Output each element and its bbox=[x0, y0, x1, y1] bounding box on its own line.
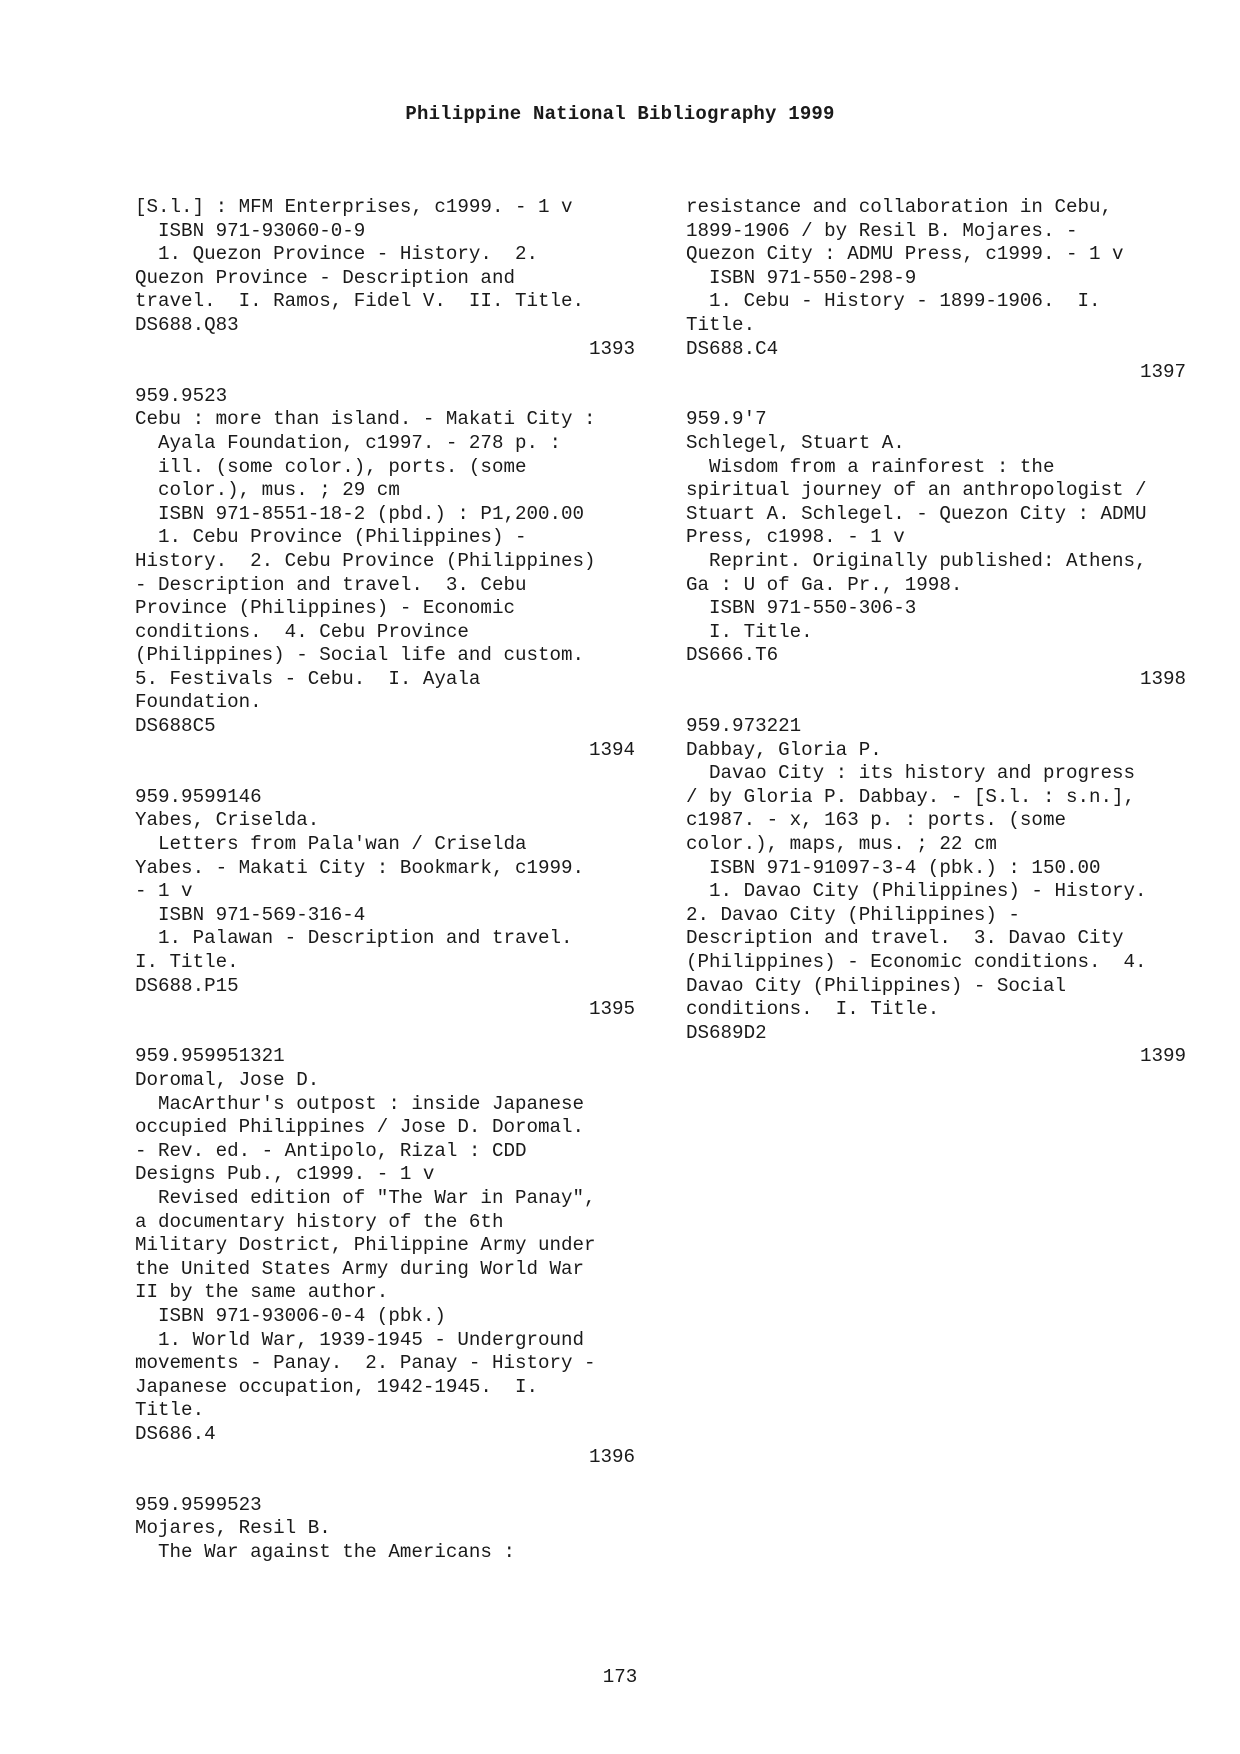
page-number: 173 bbox=[602, 1666, 638, 1688]
entry-line: / by Gloria P. Dabbay. - [S.l. : s.n.], bbox=[686, 785, 1136, 808]
entry-line: DS688.P15 bbox=[135, 974, 239, 997]
entry-line: Stuart A. Schlegel. - Quezon City : ADMU bbox=[686, 502, 1147, 525]
entry-line: conditions. 4. Cebu Province bbox=[135, 620, 469, 643]
entry-line: I. Title. bbox=[135, 951, 239, 973]
bibliography-entry bbox=[135, 1045, 635, 1470]
entry-line: (Philippines) - Economic conditions. 4. bbox=[686, 951, 1147, 973]
entry-line: 959.9'7 bbox=[686, 408, 767, 431]
entry-line: 2. Davao City (Philippines) - bbox=[686, 903, 1020, 926]
entry-line: Ga : U of Ga. Pr., 1998. bbox=[686, 573, 963, 596]
entry-line: Military Dostrict, Philippine Army under bbox=[135, 1234, 596, 1257]
entry-line: occupied Philippines / Jose D. Doromal. bbox=[135, 1116, 585, 1139]
entry-line: ISBN 971-550-298-9 bbox=[686, 266, 917, 289]
entry-line: 1. Cebu Province (Philippines) - bbox=[135, 526, 527, 549]
entry-line: 959.973221 bbox=[686, 715, 802, 738]
entry-line: Quezon City : ADMU Press, c1999. - 1 v bbox=[686, 243, 1124, 266]
entry-line: Davao City : its history and progress bbox=[686, 762, 1136, 785]
entry-line: conditions. I. Title. bbox=[686, 998, 940, 1021]
bibliography-entry bbox=[135, 786, 635, 1022]
entry-line: History. 2. Cebu Province (Philippines) bbox=[135, 549, 596, 572]
entry-line: 959.9599146 bbox=[135, 785, 262, 808]
entry-number: 1394 bbox=[588, 738, 635, 761]
bibliography-entry bbox=[135, 196, 635, 361]
entry-line: - Description and travel. 3. Cebu bbox=[135, 573, 527, 596]
entry-line: Quezon Province - Description and bbox=[135, 266, 515, 289]
entry-spacer bbox=[686, 385, 1186, 409]
entry-line: I. Title. bbox=[686, 620, 813, 643]
entry-line: Cebu : more than island. - Makati City : bbox=[135, 408, 596, 431]
entry-line: Davao City (Philippines) - Social bbox=[686, 974, 1066, 997]
entry-line: 1899-1906 / by Resil B. Mojares. - bbox=[686, 219, 1078, 242]
entry-spacer bbox=[135, 1470, 635, 1494]
entry-line: Reprint. Originally published: Athens, bbox=[686, 549, 1147, 572]
entry-line: Dabbay, Gloria P. bbox=[686, 738, 882, 761]
entry-line: Title. bbox=[135, 1399, 205, 1422]
entry-spacer bbox=[135, 1022, 635, 1046]
entry-spacer bbox=[135, 361, 635, 385]
entry-line: 959.9523 bbox=[135, 384, 228, 407]
entry-line: Letters from Pala'wan / Criselda bbox=[135, 833, 527, 856]
entry-number: 1398 bbox=[1139, 667, 1186, 690]
entry-line: - Rev. ed. - Antipolo, Rizal : CDD bbox=[135, 1139, 527, 1162]
entry-line: Press, c1998. - 1 v bbox=[686, 526, 905, 549]
entry-line: color.), maps, mus. ; 22 cm bbox=[686, 833, 997, 856]
entry-line: Wisdom from a rainforest : the bbox=[686, 455, 1055, 478]
entry-line: travel. I. Ramos, Fidel V. II. Title. bbox=[135, 290, 585, 313]
entry-line: 959.9599523 bbox=[135, 1493, 262, 1516]
bibliography-entry bbox=[686, 196, 1186, 385]
entry-line: Mojares, Resil B. bbox=[135, 1517, 331, 1540]
entry-line: color.), mus. ; 29 cm bbox=[135, 479, 400, 502]
entry-line: MacArthur's outpost : inside Japanese bbox=[135, 1092, 585, 1115]
entry-line: Designs Pub., c1999. - 1 v bbox=[135, 1163, 435, 1186]
entry-number: 1395 bbox=[588, 998, 635, 1021]
entry-line: resistance and collaboration in Cebu, bbox=[686, 196, 1113, 218]
bibliography-entry bbox=[135, 1494, 635, 1565]
entry-line: 1. Cebu - History - 1899-1906. I. bbox=[686, 290, 1101, 313]
left-column bbox=[135, 196, 635, 1564]
entry-line: 1. Davao City (Philippines) - History. bbox=[686, 880, 1147, 903]
entry-number: 1396 bbox=[588, 1446, 635, 1469]
entry-line: c1987. - x, 163 p. : ports. (some bbox=[686, 809, 1066, 832]
entry-line: the United States Army during World War bbox=[135, 1257, 585, 1280]
entry-line: ISBN 971-550-306-3 bbox=[686, 597, 917, 620]
entry-line: Yabes. - Makati City : Bookmark, c1999. bbox=[135, 856, 585, 879]
entry-number: 1399 bbox=[1139, 1045, 1186, 1068]
entry-line: DS688C5 bbox=[135, 715, 216, 738]
entry-line: 1. Quezon Province - History. 2. bbox=[135, 243, 539, 266]
entry-spacer bbox=[135, 762, 635, 786]
entry-line: II by the same author. bbox=[135, 1281, 389, 1304]
bibliography-entry bbox=[686, 715, 1186, 1069]
entry-line: ISBN 971-8551-18-2 (pbd.) : P1,200.00 bbox=[135, 502, 585, 525]
entry-line: ISBN 971-93006-0-4 (pbk.) bbox=[135, 1304, 446, 1327]
entry-line: Yabes, Criselda. bbox=[135, 809, 320, 832]
entry-number: 1397 bbox=[1139, 361, 1186, 384]
entry-line: ISBN 971-91097-3-4 (pbk.) : 150.00 bbox=[686, 856, 1101, 879]
entry-line: Japanese occupation, 1942-1945. I. bbox=[135, 1375, 539, 1398]
entry-line: DS689D2 bbox=[686, 1021, 767, 1044]
entry-line: movements - Panay. 2. Panay - History - bbox=[135, 1352, 596, 1375]
entry-line: DS666.T6 bbox=[686, 644, 779, 667]
entry-line: ISBN 971-93060-0-9 bbox=[135, 219, 366, 242]
entry-line: (Philippines) - Social life and custom. bbox=[135, 644, 585, 667]
right-column bbox=[686, 196, 1186, 1069]
entry-line: a documentary history of the 6th bbox=[135, 1210, 504, 1233]
entry-line: Ayala Foundation, c1997. - 278 p. : bbox=[135, 431, 562, 454]
entry-spacer bbox=[686, 691, 1186, 715]
entry-line: DS688.C4 bbox=[686, 337, 779, 360]
page-title: Philippine National Bibliography 1999 bbox=[405, 103, 835, 125]
entry-line: spiritual journey of an anthropologist / bbox=[686, 479, 1147, 502]
entry-line: Province (Philippines) - Economic bbox=[135, 597, 515, 620]
entry-line: Revised edition of "The War in Panay", bbox=[135, 1186, 596, 1209]
entry-line: The War against the Americans : bbox=[135, 1540, 515, 1563]
entry-line: - 1 v bbox=[135, 880, 193, 903]
entry-line: Title. bbox=[686, 313, 756, 336]
entry-line: 1. World War, 1939-1945 - Underground bbox=[135, 1328, 585, 1351]
entry-line: Schlegel, Stuart A. bbox=[686, 431, 905, 454]
entry-line: Description and travel. 3. Davao City bbox=[686, 927, 1124, 950]
entry-line: ISBN 971-569-316-4 bbox=[135, 903, 366, 926]
entry-line: 959.959951321 bbox=[135, 1045, 285, 1068]
bibliography-entry bbox=[686, 408, 1186, 691]
entry-line: ill. (some color.), ports. (some bbox=[135, 455, 527, 478]
entry-line: Foundation. bbox=[135, 691, 262, 714]
entry-number: 1393 bbox=[588, 337, 635, 360]
entry-line: Doromal, Jose D. bbox=[135, 1068, 320, 1091]
entry-line: [S.l.] : MFM Enterprises, c1999. - 1 v bbox=[135, 196, 573, 218]
bibliography-entry bbox=[135, 385, 635, 763]
entry-line: 5. Festivals - Cebu. I. Ayala bbox=[135, 667, 481, 690]
entry-line: DS688.Q83 bbox=[135, 313, 239, 336]
entry-line: 1. Palawan - Description and travel. bbox=[135, 927, 573, 950]
entry-line: DS686.4 bbox=[135, 1422, 216, 1445]
